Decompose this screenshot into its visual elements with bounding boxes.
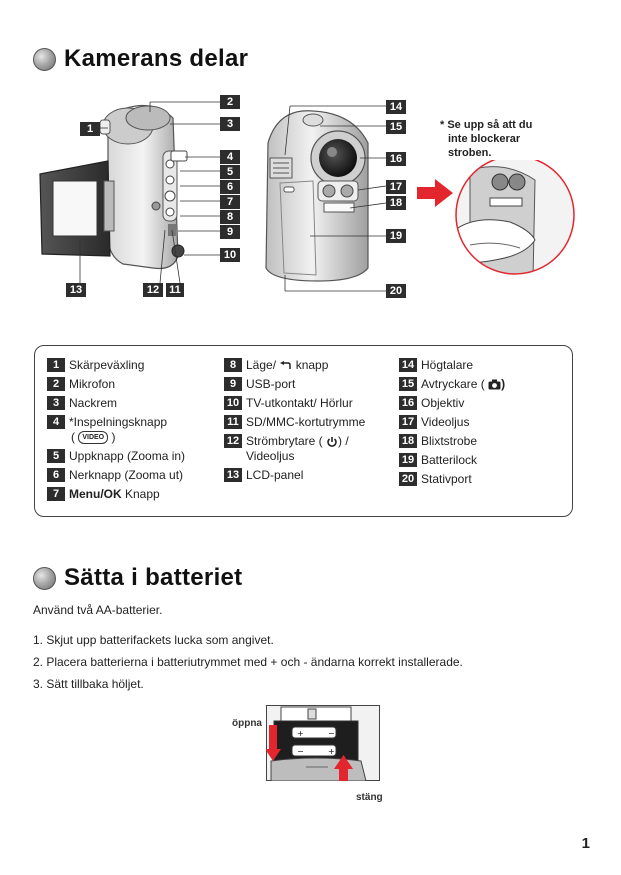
parts-legend [34, 345, 573, 517]
callout-19: 19 [386, 229, 406, 243]
callout-18: 18 [386, 196, 406, 210]
callout-15: 15 [386, 120, 406, 134]
legend-item: 3 Nackrem [47, 396, 185, 411]
power-icon [326, 436, 338, 448]
strobe-note: * Se upp så att du inte blockerar stroben. [440, 119, 533, 159]
legend-item: 10 TV-utkontakt/ Hörlur [224, 396, 365, 411]
legend-column-2 [224, 358, 365, 487]
legend-item: 15 Avtryckare ( ) [399, 377, 505, 392]
legend-item: 19 Batterilock [399, 453, 505, 468]
camera-icon [488, 379, 501, 390]
legend-item: 13 LCD-panel [224, 468, 365, 483]
callout-9: 9 [220, 225, 240, 239]
callout-20: 20 [386, 284, 406, 298]
callout-1: 1 [80, 122, 100, 136]
legend-item: 9 USB-port [224, 377, 365, 392]
callout-12: 12 [143, 283, 163, 297]
parts-title: Kamerans delar [64, 45, 249, 72]
return-arrow-icon [279, 361, 292, 371]
video-icon: VIDEO [78, 431, 108, 444]
callout-17: 17 [386, 180, 406, 194]
legend-item: 12 Strömbrytare ( ) / Videoljus [224, 434, 365, 464]
legend-item: 14 Högtalare [399, 358, 505, 373]
legend-item: 4 *Inspelningsknapp ( VIDEO ) [47, 415, 185, 445]
battery-title: Sätta i batteriet [64, 564, 243, 591]
callout-3: 3 [220, 117, 240, 131]
legend-item: 16 Objektiv [399, 396, 505, 411]
callout-2: 2 [220, 95, 240, 109]
strobe-warning-illustration [415, 160, 585, 285]
battery-step-1: 1. Skjut upp batterifackets lucka som angivet. [33, 633, 274, 647]
svg-text:−: − [297, 747, 304, 756]
callout-5: 5 [220, 165, 240, 179]
legend-item: 18 Blixtstrobe [399, 434, 505, 449]
callout-16: 16 [386, 152, 406, 166]
callout-7: 7 [220, 195, 240, 209]
red-arrow-icon [417, 179, 453, 207]
callout-11: 11 [166, 283, 184, 297]
battery-compartment-illustration [266, 705, 380, 781]
legend-item: 17 Videoljus [399, 415, 505, 430]
svg-text:−: − [328, 729, 335, 738]
callout-10: 10 [220, 248, 240, 262]
callout-8: 8 [220, 210, 240, 224]
legend-item: 6 Nerknapp (Zooma ut) [47, 468, 185, 483]
svg-text:+: + [297, 729, 304, 738]
battery-step-3: 3. Sätt tillbaka höljet. [33, 677, 144, 691]
battery-intro: Använd två AA-batterier. [33, 603, 163, 617]
battery-step-2: 2. Placera batterierna i batteriutrymmet med + och - ändarna korrekt installerade. [33, 655, 463, 669]
callout-4: 4 [220, 150, 240, 164]
legend-item: 1 Skärpeväxling [47, 358, 185, 373]
legend-column-3 [399, 358, 505, 491]
callout-14: 14 [386, 100, 406, 114]
legend-item: 8 Läge/ knapp [224, 358, 365, 373]
section-bullet-icon [33, 567, 56, 590]
legend-item: 5 Uppknapp (Zooma in) [47, 449, 185, 464]
svg-text:+: + [328, 747, 335, 756]
legend-item: 11 SD/MMC-kortutrymme [224, 415, 365, 430]
legend-item: 7 Menu/OK Knapp [47, 487, 185, 502]
legend-item: 20 Stativport [399, 472, 505, 487]
close-label: stäng [356, 792, 383, 803]
callout-13: 13 [66, 283, 86, 297]
legend-column-1 [47, 358, 185, 506]
legend-item: 2 Mikrofon [47, 377, 185, 392]
open-label: öppna [232, 718, 262, 729]
callout-6: 6 [220, 180, 240, 194]
section-title-battery [33, 564, 242, 592]
page-number: 1 [581, 835, 590, 852]
